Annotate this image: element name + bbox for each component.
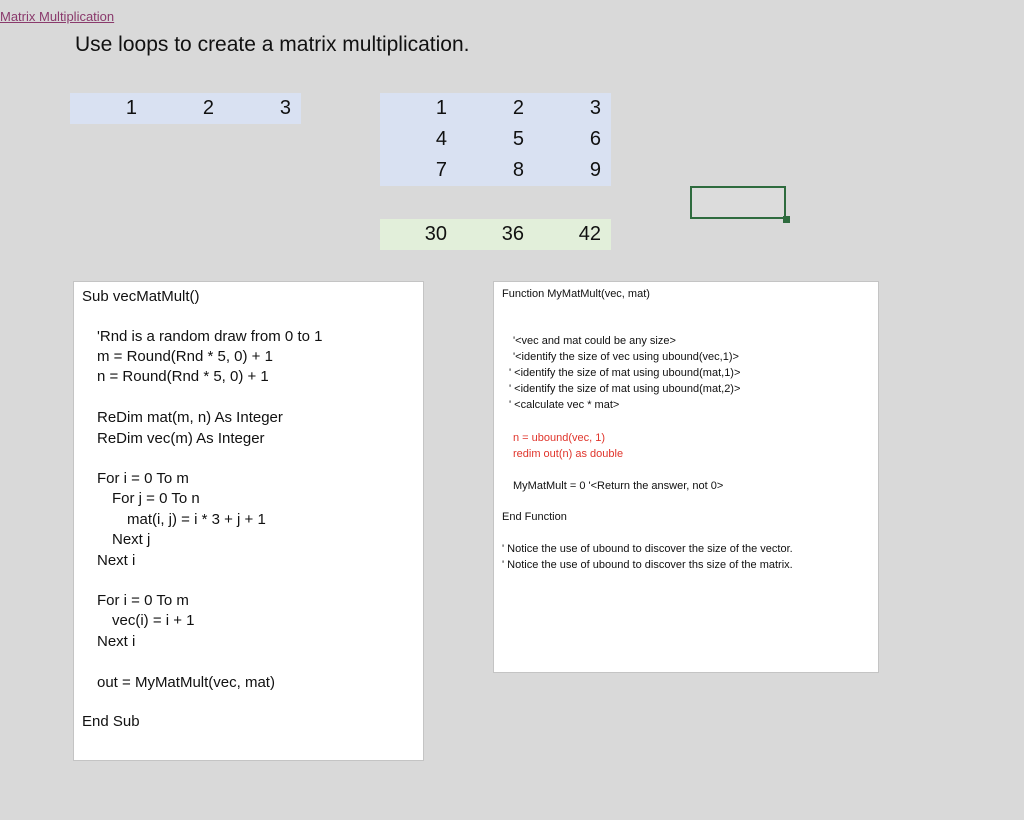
sheet-link[interactable]: Matrix Multiplication (0, 9, 115, 24)
code-textbox-sub[interactable] (73, 281, 424, 761)
code-line: Function MyMatMult(vec, mat) (502, 288, 650, 300)
vector-cell[interactable]: 2 (202, 97, 214, 119)
code-line: vec(i) = i + 1 (112, 612, 195, 629)
vector-row (70, 93, 301, 124)
code-line: ' <identify the size of mat using ubound(mat,1)> (509, 367, 741, 379)
code-line: For i = 0 To m (97, 592, 189, 609)
result-cell[interactable]: 30 (424, 223, 447, 245)
matrix-cell[interactable]: 9 (589, 159, 601, 181)
code-line: For i = 0 To m (97, 470, 189, 487)
code-line: Sub vecMatMult() (82, 288, 200, 305)
matrix-block (380, 93, 611, 186)
result-row (380, 219, 611, 250)
code-line: ' <calculate vec * mat> (509, 399, 620, 411)
code-line: Next j (112, 531, 151, 548)
matrix-cell[interactable]: 2 (512, 97, 524, 119)
code-line: End Function (502, 511, 567, 523)
matrix-cell[interactable]: 8 (512, 159, 524, 181)
code-line: MyMatMult = 0 '<Return the answer, not 0> (513, 480, 724, 492)
code-line: ' Notice the use of ubound to discover the size of the vector. (502, 543, 793, 555)
code-line: ' Notice the use of ubound to discover ths size of the matrix. (502, 559, 793, 571)
code-line: out = MyMatMult(vec, mat) (97, 674, 275, 691)
vector-cell[interactable]: 1 (125, 97, 137, 119)
code-line-red: n = ubound(vec, 1) (513, 432, 606, 444)
code-line: Next i (97, 633, 136, 650)
code-line: End Sub (82, 713, 140, 730)
code-line-red: redim out(n) as double (513, 448, 624, 460)
code-line: For j = 0 To n (112, 490, 200, 507)
code-line: '<vec and mat could be any size> (513, 335, 676, 347)
matrix-row (380, 124, 611, 155)
matrix-cell[interactable]: 4 (435, 128, 447, 150)
selected-cell[interactable] (690, 186, 786, 219)
result-cell[interactable]: 42 (578, 223, 601, 245)
code-line: n = Round(Rnd * 5, 0) + 1 (97, 368, 269, 385)
matrix-cell[interactable]: 5 (512, 128, 524, 150)
code-line: ReDim mat(m, n) As Integer (97, 409, 283, 426)
code-line: mat(i, j) = i * 3 + j + 1 (127, 511, 266, 528)
vector-cell[interactable]: 3 (279, 97, 291, 119)
matrix-row (380, 155, 611, 186)
matrix-cell[interactable]: 3 (589, 97, 601, 119)
code-line: ReDim vec(m) As Integer (97, 430, 265, 447)
matrix-row (380, 93, 611, 124)
matrix-cell[interactable]: 6 (589, 128, 601, 150)
code-line: m = Round(Rnd * 5, 0) + 1 (97, 348, 273, 365)
result-cell[interactable]: 36 (501, 223, 524, 245)
code-line: ' <identify the size of mat using ubound(mat,2)> (509, 383, 741, 395)
matrix-cell[interactable]: 1 (435, 97, 447, 119)
code-line: '<identify the size of vec using ubound(vec,1)> (513, 351, 739, 363)
code-textbox-function[interactable] (493, 281, 879, 673)
code-line: Next i (97, 552, 136, 569)
matrix-cell[interactable]: 7 (435, 159, 447, 181)
code-line: 'Rnd is a random draw from 0 to 1 (97, 328, 323, 345)
page-title: Use loops to create a matrix multiplication. (75, 33, 470, 56)
fill-handle[interactable] (783, 216, 790, 223)
